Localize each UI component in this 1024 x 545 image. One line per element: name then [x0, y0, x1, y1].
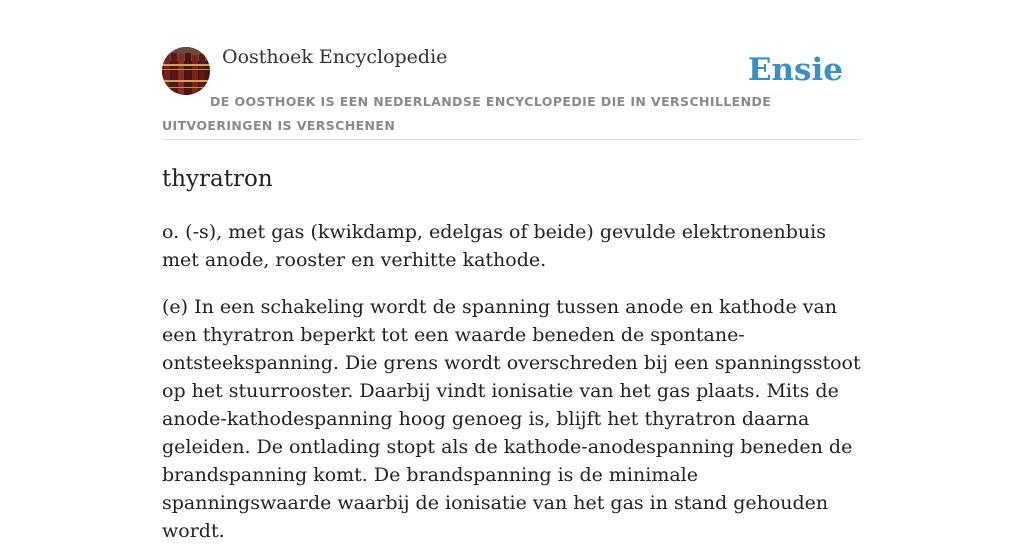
encyclopedia-books-icon[interactable]: [162, 47, 210, 95]
site-tagline: DE OOSTHOEK IS EEN NEDERLANDSE ENCYCLOPEDIE DIE IN VERSCHILLENDE UITVOERINGEN IS VERSCHENEN: [162, 94, 772, 133]
entry-definition: o. (-s), met gas (kwikdamp, edelgas of beide) gevulde elektronenbuis met anode, rooster en verhitte kathode.: [162, 221, 826, 271]
brand-logo[interactable]: Ensie: [747, 52, 843, 88]
site-header: [162, 0, 862, 140]
site-name[interactable]: Oosthoek Encyclopedie: [222, 46, 448, 68]
page: [162, 0, 862, 545]
entry-title: thyratron: [162, 166, 273, 192]
entry-explanation: (e) In een schakeling wordt de spanning tussen anode en kathode van een thyratron beperkt tot een waarde beneden de spontane-ontsteekspanning. Die grens wordt overschreden bij een spanningsstoot op het stuurrooster. Daarbij vindt ionisatie van het gas plaats. Mits de anode-kathodespanning hoog genoeg is, blijft het thyratron daarna geleiden. De ontlading stopt als de kathode-anodespanning beneden de brandspanning komt. De brandspanning is de minimale spanningswaarde waarbij de ionisatie van het gas in stand gehouden wordt.: [162, 296, 861, 542]
entry-body: [162, 218, 862, 545]
